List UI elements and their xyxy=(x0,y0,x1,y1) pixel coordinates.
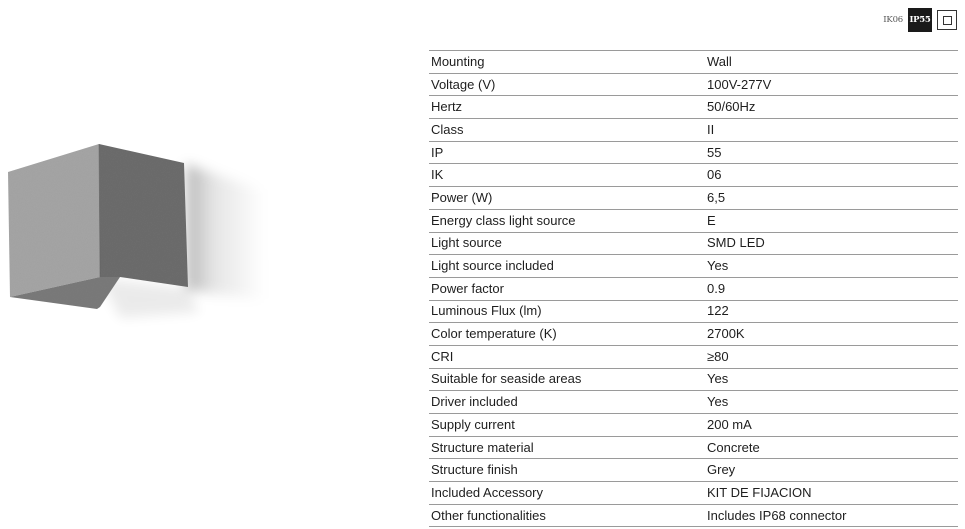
spec-row xyxy=(429,436,958,459)
spec-row xyxy=(429,73,958,96)
spec-label: Light source xyxy=(429,232,705,255)
spec-label: Structure finish xyxy=(429,459,705,482)
spec-table-body xyxy=(429,51,958,527)
spec-label: CRI xyxy=(429,345,705,368)
spec-value: Includes IP68 connector xyxy=(705,504,958,527)
spec-label: Supply current xyxy=(429,414,705,437)
spec-value: II xyxy=(705,119,958,142)
product-image xyxy=(0,120,320,350)
spec-value: 200 mA xyxy=(705,414,958,437)
spec-value: Grey xyxy=(705,459,958,482)
spec-value: KIT DE FIJACION xyxy=(705,482,958,505)
spec-value: Yes xyxy=(705,391,958,414)
spec-row xyxy=(429,345,958,368)
spec-value: SMD LED xyxy=(705,232,958,255)
spec-row xyxy=(429,504,958,527)
spec-row xyxy=(429,141,958,164)
spec-row xyxy=(429,300,958,323)
spec-row xyxy=(429,255,958,278)
spec-row xyxy=(429,187,958,210)
spec-row xyxy=(429,482,958,505)
spec-label: Other functionalities xyxy=(429,504,705,527)
spec-label: Hertz xyxy=(429,96,705,119)
spec-row xyxy=(429,414,958,437)
spec-row xyxy=(429,368,958,391)
spec-row xyxy=(429,323,958,346)
spec-label: Included Accessory xyxy=(429,482,705,505)
spec-row xyxy=(429,459,958,482)
spec-value: 0.9 xyxy=(705,277,958,300)
cube-shadow xyxy=(186,164,265,300)
spec-row xyxy=(429,96,958,119)
spec-value: 2700K xyxy=(705,323,958,346)
ik-rating-badge: IK06 xyxy=(883,15,903,25)
spec-label: Light source included xyxy=(429,255,705,278)
spec-label: IP xyxy=(429,141,705,164)
spec-value: 100V-277V xyxy=(705,73,958,96)
spec-value: Yes xyxy=(705,368,958,391)
spec-label: Voltage (V) xyxy=(429,73,705,96)
class-ii-icon xyxy=(937,10,957,30)
class-ii-inner-square xyxy=(943,16,952,25)
spec-label: Driver included xyxy=(429,391,705,414)
spec-value: 122 xyxy=(705,300,958,323)
spec-label: Power factor xyxy=(429,277,705,300)
spec-label: Mounting xyxy=(429,51,705,74)
spec-value: Wall xyxy=(705,51,958,74)
cube-left-face xyxy=(8,144,100,297)
spec-row xyxy=(429,119,958,142)
spec-value: ≥80 xyxy=(705,345,958,368)
spec-row xyxy=(429,51,958,74)
spec-value: 55 xyxy=(705,141,958,164)
spec-value: 06 xyxy=(705,164,958,187)
spec-label: Class xyxy=(429,119,705,142)
spec-label: Suitable for seaside areas xyxy=(429,368,705,391)
spec-row xyxy=(429,277,958,300)
spec-table xyxy=(429,50,958,527)
spec-value: E xyxy=(705,209,958,232)
spec-label: IK xyxy=(429,164,705,187)
spec-label: Structure material xyxy=(429,436,705,459)
spec-row xyxy=(429,209,958,232)
spec-label: Color temperature (K) xyxy=(429,323,705,346)
spec-label: Power (W) xyxy=(429,187,705,210)
spec-row xyxy=(429,232,958,255)
spec-value: Yes xyxy=(705,255,958,278)
spec-row xyxy=(429,164,958,187)
spec-label: Luminous Flux (lm) xyxy=(429,300,705,323)
ip-rating-badge: IP55 xyxy=(908,8,932,32)
spec-label: Energy class light source xyxy=(429,209,705,232)
spec-value: 50/60Hz xyxy=(705,96,958,119)
spec-row xyxy=(429,391,958,414)
certification-badges xyxy=(883,8,957,32)
spec-value: Concrete xyxy=(705,436,958,459)
cube-right-face xyxy=(99,144,188,287)
spec-value: 6,5 xyxy=(705,187,958,210)
